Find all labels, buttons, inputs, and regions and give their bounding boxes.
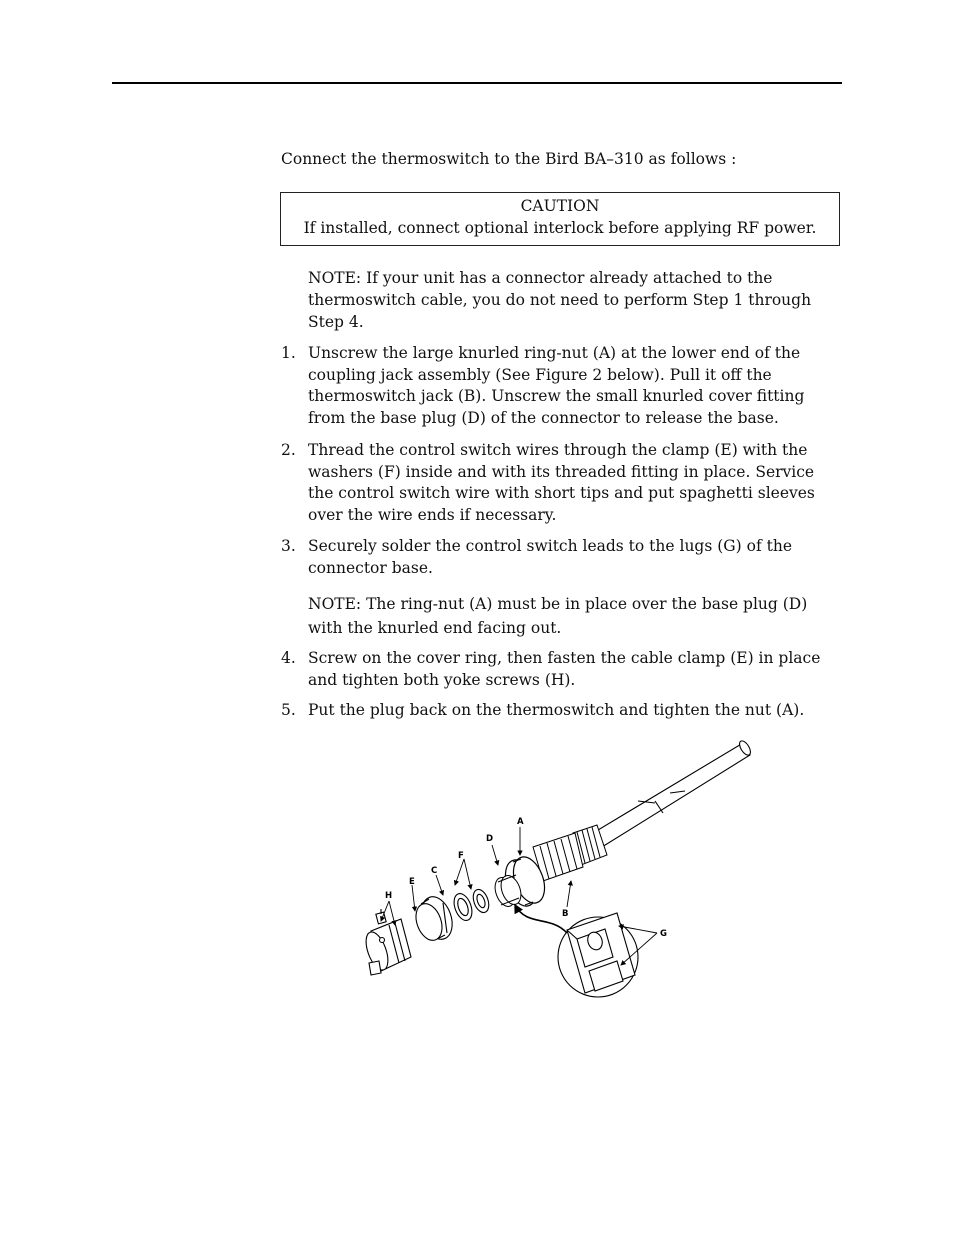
step-text: Screw on the cover ring, then fasten the cable clamp (E) in place and tighten both yoke screws (H). (308, 649, 821, 689)
connector-base-detail-inset (558, 913, 638, 997)
cable-clamp-e (362, 909, 411, 975)
callout-g: G (660, 929, 667, 939)
caution-text: If installed, connect optional interlock before applying RF power. (303, 219, 817, 237)
cover-ring-c (411, 893, 457, 944)
thermoswitch-tube (593, 739, 753, 847)
step-number: 1. (281, 344, 296, 362)
step-number: 3. (281, 537, 296, 555)
step-number: 4. (281, 649, 296, 667)
note-connector: NOTE: If your unit has a connector already attached to the thermoswitch cable, you do not need to perform Step 1 through Step 4. (308, 269, 812, 331)
step-text: Put the plug back on the thermoswitch and tighten the nut (A). (308, 701, 805, 719)
step-number: 2. (281, 441, 296, 459)
callout-d: D (486, 834, 494, 844)
caution-title: CAUTION (520, 197, 600, 215)
callout-f: F (458, 851, 464, 861)
callout-h: H (385, 891, 393, 901)
note-ring-nut: NOTE: The ring-nut (A) must be in place over the base plug (D) with the knurled end facing out. (308, 595, 808, 637)
header-rule (112, 82, 842, 84)
thermoswitch-jack-b (533, 825, 607, 881)
step-text: Unscrew the large knurled ring-nut (A) at the lower end of the coupling jack assembly (See Figure 2 below). Pull it off the thermoswitch jack (B). Unscrew the small knurled cover fitting from the base plug (D) of the connector to release the base. (308, 344, 805, 428)
connector-exploded-diagram (355, 735, 755, 1005)
callout-c: C (431, 866, 438, 876)
washers-f (451, 887, 492, 923)
step-text: Thread the control switch wires through the clamp (E) with the washers (F) inside and with its threaded fitting in place. Service the control switch wire with short tips and put spaghetti sleeves over the wire ends if necessary. (308, 441, 815, 525)
detail-pointer-arrow (515, 905, 567, 933)
callout-e: E (409, 877, 415, 887)
callout-b: B (562, 909, 569, 919)
callout-a: A (517, 817, 524, 827)
connector-assembly-figure (355, 735, 755, 1005)
step-number: 5. (281, 701, 296, 719)
caution-box (280, 192, 840, 246)
intro-text: Connect the thermoswitch to the Bird BA–310 as follows : (281, 150, 737, 168)
step-text: Securely solder the control switch leads to the lugs (G) of the connector base. (308, 537, 793, 577)
